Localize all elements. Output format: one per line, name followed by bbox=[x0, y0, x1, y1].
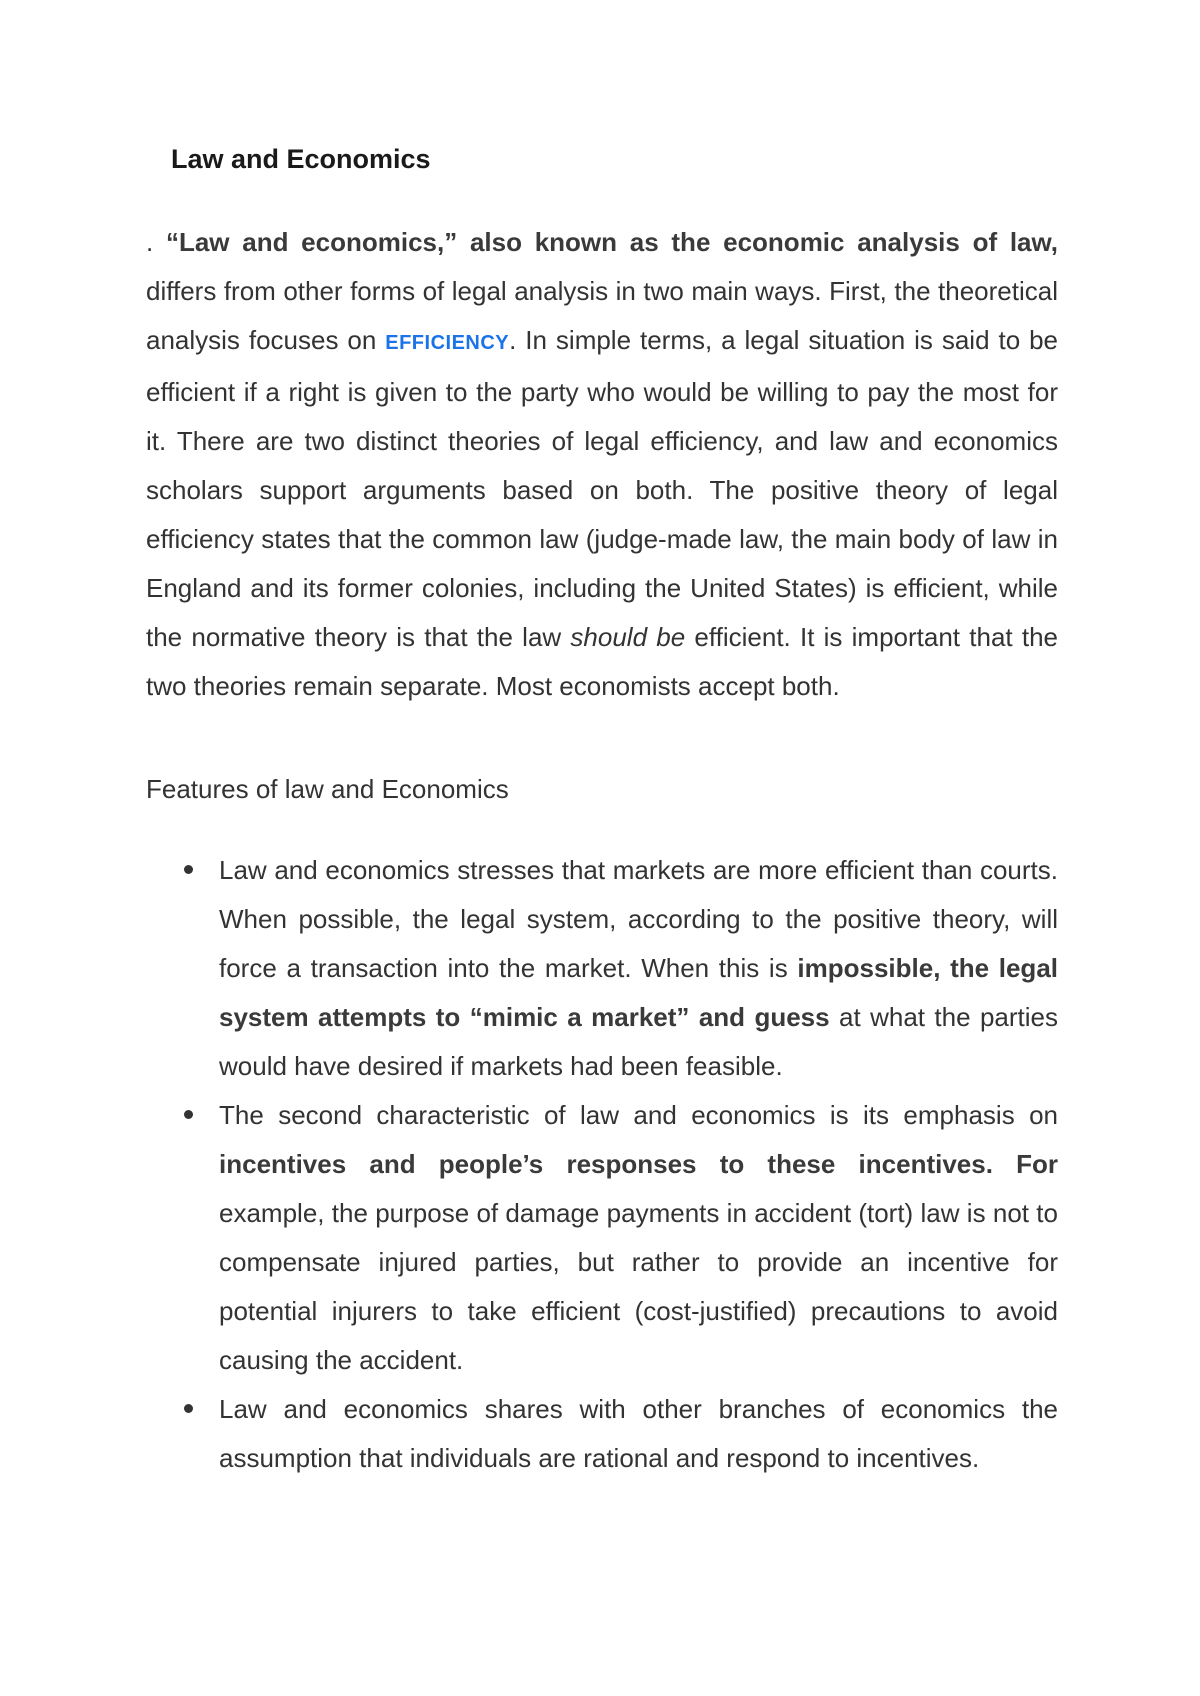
bullet-icon bbox=[184, 1110, 193, 1119]
list-item bbox=[146, 846, 1058, 1091]
intro-prefix: . bbox=[146, 227, 166, 257]
feature-text-before: Law and economics stresses that markets are more efficient than courts. When possible, the legal system, according to the positive theory, will force a transaction into the market. When this is bbox=[219, 855, 1058, 983]
bullet-icon bbox=[184, 865, 193, 874]
feature-text-after: example, the purpose of damage payments in accident (tort) law is not to compensate injured parties, but rather to provide an incentive for potential injurers to take efficient (cost-justified) precautions to avoid causing the accident. bbox=[219, 1198, 1058, 1375]
intro-paragraph bbox=[146, 218, 1058, 711]
feature-text-strong: incentives and people’s responses to these incentives. For bbox=[219, 1149, 1058, 1179]
document-title: Law and Economics bbox=[171, 144, 431, 174]
intro-emphasis: should be bbox=[570, 622, 686, 652]
intro-text-2: . In simple terms, a legal situation is said to be efficient if a right is given to the party who would be willing to pay the most for it. There are two distinct theories of legal efficiency, and law and economics scholars support arguments based on both. The positive theory of legal efficiency states that the common law (judge-made law, the main body of law in England and its former colonies, including the United States) is efficient, while the normative theory is that the law bbox=[146, 325, 1058, 652]
features-list bbox=[146, 846, 1058, 1483]
feature-text-before: The second characteristic of law and economics is its emphasis on bbox=[219, 1100, 1058, 1130]
feature-text-strong: impossible, the legal system attempts to “mimic a market” and guess bbox=[219, 953, 1059, 1032]
intro-lead: “Law and economics,” also known as the economic analysis of law, bbox=[165, 227, 1058, 257]
list-item bbox=[146, 1091, 1058, 1385]
intro-text-1: differs from other forms of legal analysis in two main ways. First, the theoretical analysis focuses on bbox=[146, 276, 1058, 355]
feature-text-before: Law and economics shares with other branches of economics the assumption that individuals are rational and respond to incentives. bbox=[219, 1394, 1058, 1473]
features-heading: Features of law and Economics bbox=[146, 774, 509, 804]
feature-text-after: at what the parties would have desired if markets had been feasible. bbox=[219, 1002, 1058, 1081]
intro-text-3: efficient. It is important that the two theories remain separate. Most economists accept both. bbox=[146, 622, 1058, 701]
list-item bbox=[146, 1385, 1058, 1483]
bullet-icon bbox=[184, 1404, 193, 1413]
efficiency-highlight: EFFICIENCY bbox=[385, 332, 510, 354]
